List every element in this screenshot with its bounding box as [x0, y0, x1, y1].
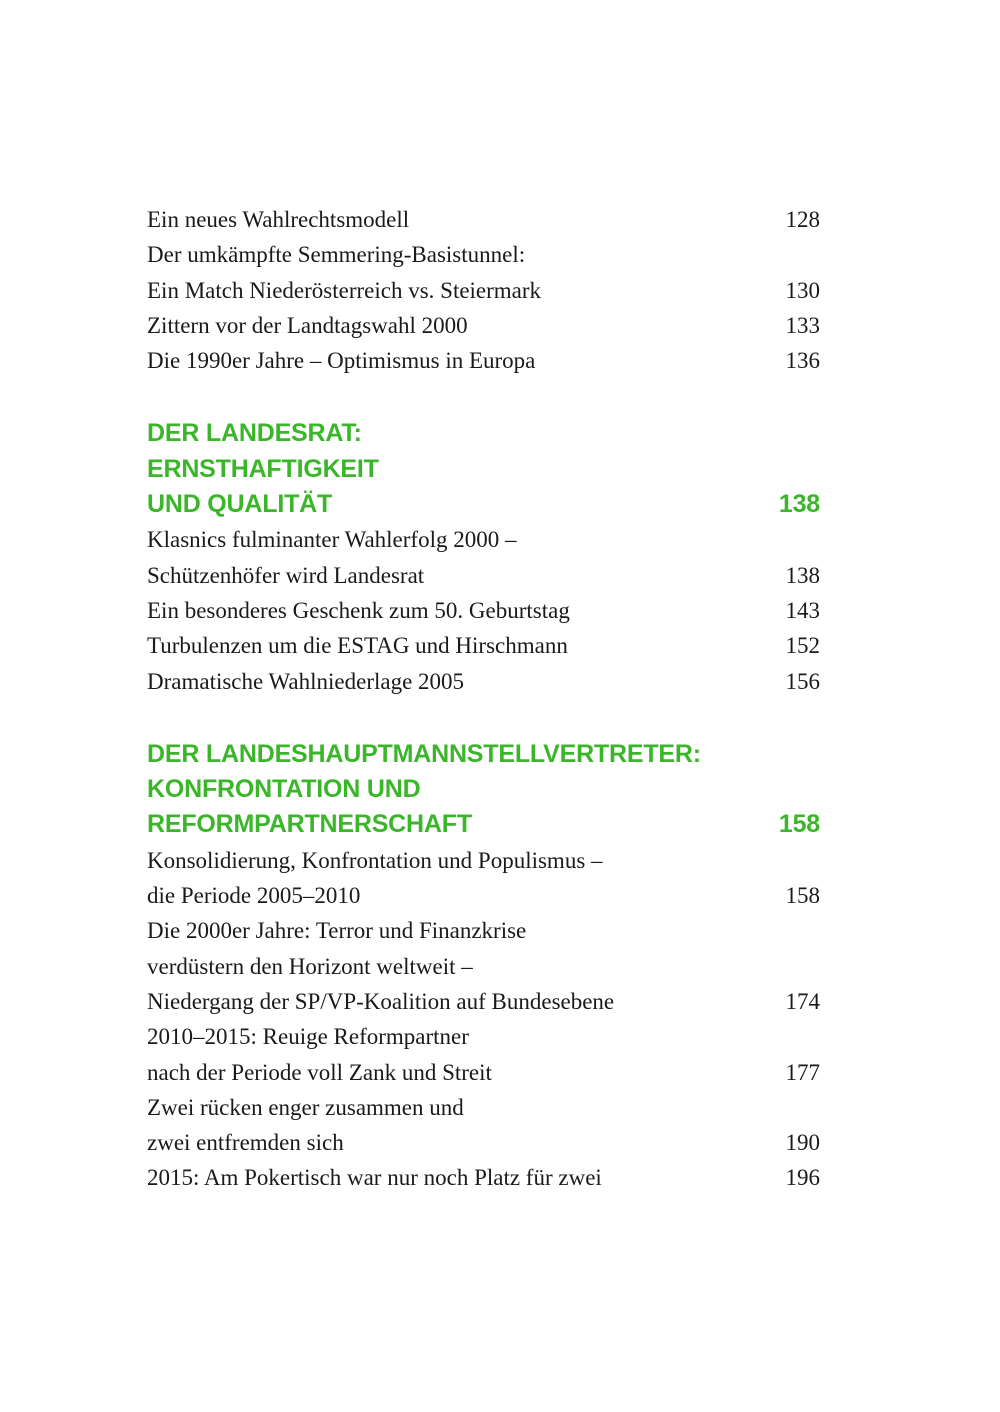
- entry-title: Konsolidierung, Konfrontation und Populismus –: [147, 847, 603, 873]
- toc-entry: [147, 913, 820, 1019]
- entry-page-number: 174: [785, 988, 820, 1014]
- entry-title: Ein neues Wahlrechtsmodell: [147, 207, 410, 232]
- toc-entry-line: [147, 343, 820, 378]
- entry-title: Der umkämpfte Semmering-Basistunnel:: [147, 242, 526, 268]
- entry-page-number: 156: [785, 668, 820, 694]
- toc-entry: [147, 1019, 820, 1090]
- section-heading-line: [147, 452, 820, 487]
- section-page-number: 138: [778, 490, 820, 519]
- entry-title: Klasnics fulminanter Wahlerfolg 2000 –: [147, 527, 517, 553]
- entry-page-number: 130: [785, 277, 820, 303]
- section-page-number: 158: [778, 810, 820, 839]
- toc-entry-line: [147, 1019, 820, 1054]
- entry-title: die Periode 2005–2010: [147, 883, 361, 909]
- entry-page-number: 136: [785, 348, 820, 374]
- toc-entry-line: [147, 558, 820, 593]
- toc-entry-line: [147, 1160, 820, 1195]
- toc-entry-line: [147, 593, 820, 628]
- entry-title: Niedergang der SP/VP-Koalition auf Bundesebene: [147, 988, 615, 1014]
- entry-title: 2010–2015: Reuige Reformpartner: [147, 1024, 469, 1050]
- toc-section: [147, 202, 820, 378]
- toc-entry: [147, 843, 820, 914]
- entry-page-number: 143: [785, 597, 820, 623]
- toc-entry-line: [147, 308, 820, 343]
- toc-entry-line: [147, 202, 820, 237]
- toc-entry-line: [147, 1090, 820, 1125]
- entry-page-number: 133: [785, 312, 820, 338]
- entry-title: Ein besonderes Geschenk zum 50. Geburtstag: [147, 597, 570, 623]
- entry-page-number: 177: [785, 1059, 820, 1085]
- toc-entry-line: [147, 237, 820, 272]
- toc-entry-line: [147, 664, 820, 699]
- entry-page-number: 152: [785, 633, 820, 659]
- toc-entry-line: [147, 522, 820, 557]
- section-heading: [147, 737, 820, 843]
- toc-entry-line: [147, 1055, 820, 1090]
- entry-title: 2015: Am Pokertisch war nur noch Platz für zwei: [147, 1165, 602, 1191]
- section-heading-line: [147, 807, 820, 842]
- entry-title: zwei entfremden sich: [147, 1130, 344, 1156]
- entry-title: Die 2000er Jahre: Terror und Finanzkrise: [147, 918, 527, 944]
- entry-title: Zittern vor der Landtagswahl 2000: [147, 312, 468, 338]
- entry-title: Turbulenzen um die ESTAG und Hirschmann: [147, 633, 568, 659]
- entry-title: nach der Periode voll Zank und Streit: [147, 1059, 492, 1085]
- entry-title: Zwei rücken enger zusammen und: [147, 1094, 464, 1120]
- section-heading-line: [147, 737, 820, 772]
- toc-entry-line: [147, 984, 820, 1019]
- toc-entry-line: [147, 843, 820, 878]
- toc-entry-line: [147, 913, 820, 948]
- toc-entry: [147, 1160, 820, 1195]
- section-heading-text: KONFRONTATION UND: [147, 775, 421, 804]
- entry-title: verdüstern den Horizont weltweit –: [147, 953, 473, 979]
- section-heading-text: UND QUALITÄT: [147, 490, 333, 519]
- entry-title: Dramatische Wahlniederlage 2005: [147, 668, 465, 694]
- toc-entry-line: [147, 273, 820, 308]
- toc-entry: [147, 343, 820, 378]
- toc-entry: [147, 308, 820, 343]
- section-heading-text: REFORMPARTNERSCHAFT: [147, 810, 472, 839]
- section-heading-text: ERNSTHAFTIGKEIT: [147, 454, 379, 483]
- toc-entry: [147, 202, 820, 237]
- toc-section: [147, 416, 820, 698]
- section-heading: [147, 416, 820, 522]
- toc-entry-line: [147, 878, 820, 913]
- section-heading-line: [147, 487, 820, 522]
- section-heading-text: DER LANDESHAUPTMANNSTELLVERTRETER:: [147, 739, 701, 768]
- toc-section: [147, 737, 820, 1196]
- entry-page-number: 190: [785, 1130, 820, 1156]
- entry-page-number: 138: [785, 562, 820, 588]
- entry-page-number: 128: [785, 207, 820, 232]
- toc-entry-line: [147, 628, 820, 663]
- toc-entry: [147, 628, 820, 663]
- entry-title: Die 1990er Jahre – Optimismus in Europa: [147, 348, 536, 374]
- toc-entry-line: [147, 1125, 820, 1160]
- table-of-contents: [147, 202, 820, 1196]
- entry-page-number: 158: [785, 883, 820, 909]
- toc-entry: [147, 1090, 820, 1161]
- entry-page-number: 196: [785, 1165, 820, 1191]
- toc-entry: [147, 522, 820, 593]
- toc-entry-line: [147, 949, 820, 984]
- section-heading-line: [147, 772, 820, 807]
- toc-entry: [147, 593, 820, 628]
- entry-title: Schützenhöfer wird Landesrat: [147, 562, 425, 588]
- toc-entry: [147, 664, 820, 699]
- section-heading-line: [147, 416, 820, 451]
- toc-entry: [147, 237, 820, 308]
- section-heading-text: DER LANDESRAT:: [147, 419, 362, 448]
- entry-title: Ein Match Niederösterreich vs. Steiermark: [147, 277, 542, 303]
